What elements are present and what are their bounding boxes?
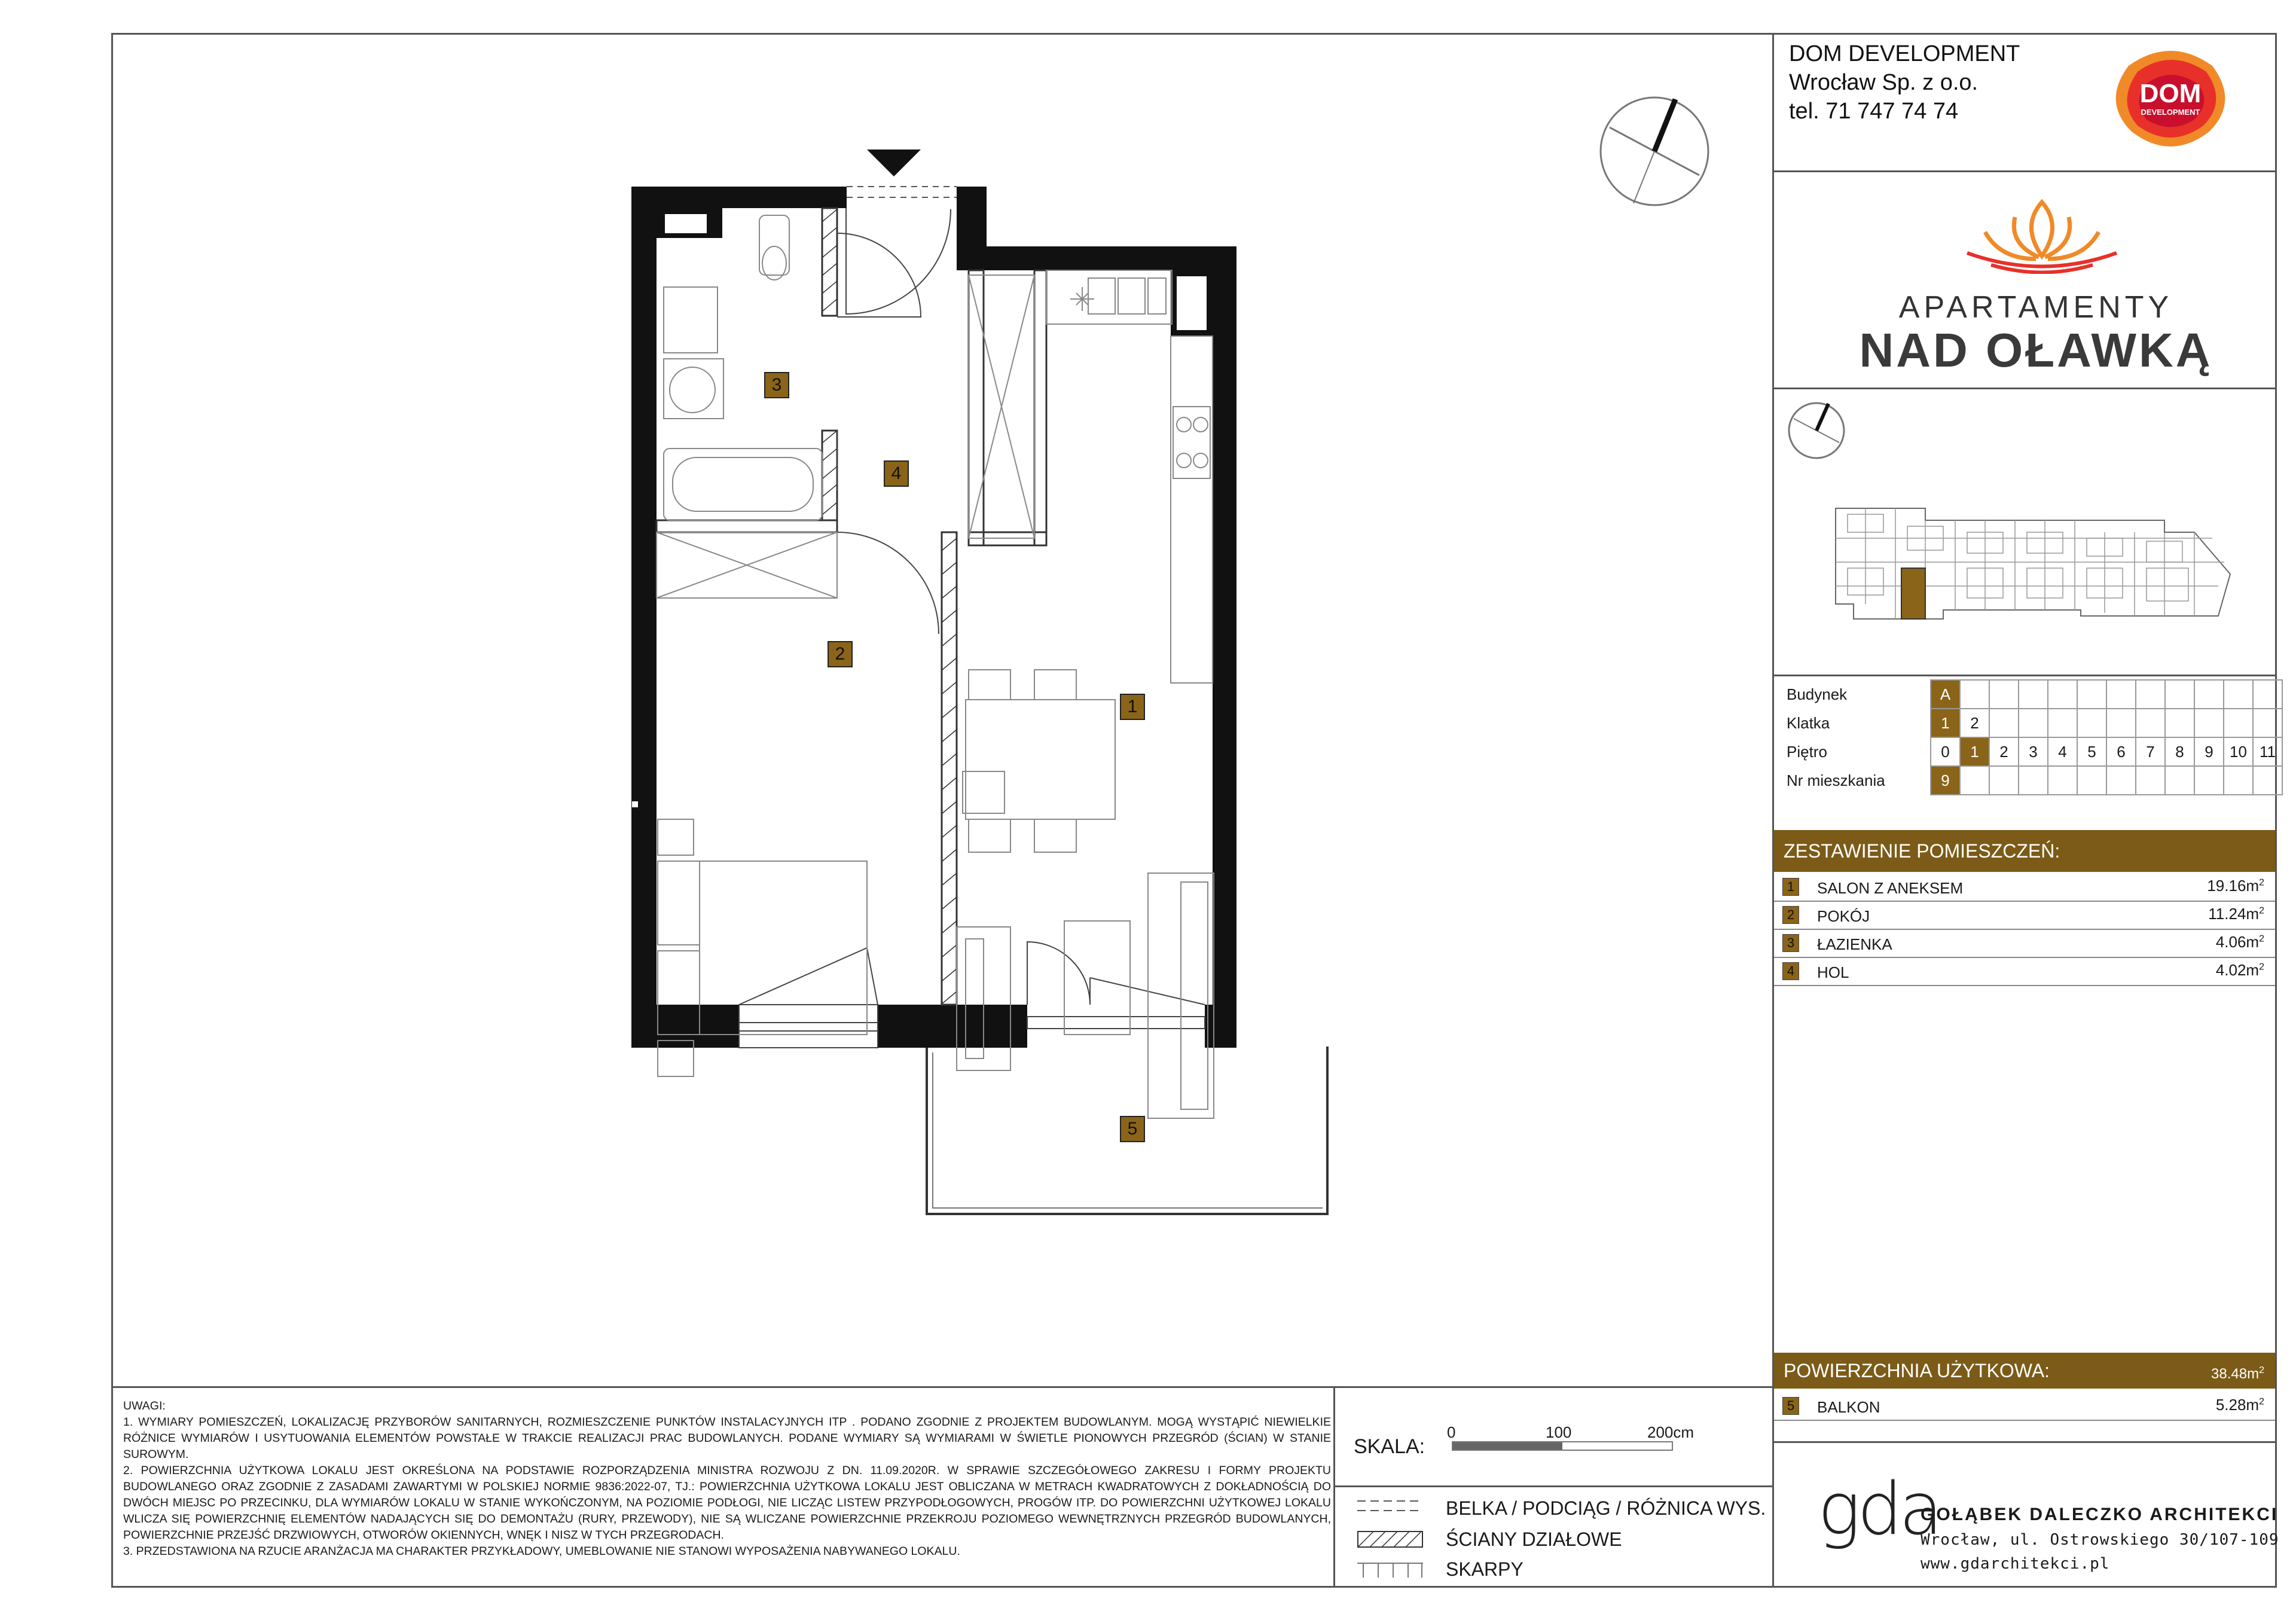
grid-cell bbox=[2106, 680, 2136, 709]
grid-cell: 2 bbox=[1989, 737, 2019, 766]
room-name: ŁAZIENKA bbox=[1817, 935, 1892, 953]
grid-cell: 1 bbox=[1960, 737, 1989, 766]
room-row bbox=[1774, 929, 2275, 958]
room-num: 2 bbox=[1782, 906, 1799, 924]
architect-name: GOŁĄBEK DALECZKO ARCHITEKCI bbox=[1921, 1505, 2279, 1524]
grid-cell bbox=[2224, 709, 2253, 737]
grid-cell bbox=[1960, 680, 1989, 709]
room-row bbox=[1774, 901, 2275, 930]
note-2: 2. POWIERZCHNIA UŻYTKOWA LOKALU JEST OKREŚLONA NA PODSTAWIE ROZPORZĄDZENIA MINISTRA ROZWOJU Z DN. 11.09.2020R. W SPRAWIE SZCZEGÓŁOWEGO ZAKRESU I FORMY PROJEKTU BUDOWLANEGO ORAZ ZGODNIE Z ZASADAMI ZAWARTYMI W POLSKIEJ NORMIE 9836:2022-07, TJ.: POWIERZCHNIA UŻYTKOWA LOKALU JEST OBLICZANA W METRACH KWADRATOWYCH Z DOKŁADNOŚCIĄ DO DWÓCH MIEJSC PO PRZECINKU, DLA WYMIARÓW LOKALU W STANIE WYKOŃCZONYM, NA POZIOMIE PODŁOGI, NIE LICZĄC LISTEW PRZYPODŁOGOWYCH, PROGÓW ITP. DO POWIERZCHNI UŻYTKOWEJ LOKALU WLICZA SIĘ POWIERZCHNIĘ ELEMENTÓW NADAJĄCYCH SIĘ DO DEMONTAŻU (RURY, PRZEWODY), NIE SĄ WLICZANE POWIERZCHNIE PRZEKROJU POZIOMEGO WEWNĘTRZNYCH PRZEGRÓD BUDOWLANYCH, POWIERZCHNIE PRZEJŚĆ DRZWIOWYCH, OTWORÓW OKIENNYCH, WNĘK I NISZ W TYCH PRZEGRODACH. bbox=[123, 1464, 1331, 1542]
lotus-icon bbox=[1943, 190, 2141, 274]
balcony-num: 5 bbox=[1782, 1397, 1799, 1415]
keyplan-north-arrow-icon bbox=[1787, 401, 1846, 460]
grid-cell bbox=[2019, 680, 2048, 709]
plan-tag-room-3: 3 bbox=[764, 372, 789, 398]
room-area: $4.06m^2$ bbox=[2215, 933, 2264, 951]
grid-cell bbox=[2136, 680, 2165, 709]
legend-partition-label: ŚCIANY DZIAŁOWE bbox=[1446, 1529, 1622, 1550]
grid-cell bbox=[1989, 709, 2019, 737]
grid-cell bbox=[2048, 766, 2077, 795]
usable-area-bar bbox=[1774, 1353, 2275, 1389]
usable-area-value: $38.48m^2$ bbox=[2211, 1365, 2264, 1382]
scale-tick-0: 0 bbox=[1447, 1423, 1456, 1441]
plan-tag-room-2: 2 bbox=[828, 641, 853, 667]
grid-cell bbox=[2194, 709, 2224, 737]
dom-development-logo bbox=[2105, 42, 2236, 155]
divider-company bbox=[1772, 170, 2277, 172]
grid-cell: 7 bbox=[2136, 737, 2165, 766]
project-name-line2: NAD OŁAWKĄ bbox=[1859, 324, 2213, 377]
room-row bbox=[1774, 957, 2275, 986]
north-arrow-icon bbox=[1598, 94, 1711, 208]
plan-tag-room-4: 4 bbox=[884, 460, 909, 487]
building-key-plan bbox=[1830, 496, 2236, 634]
note-1: 1. WYMIARY POMIESZCZEŃ, LOKALIZACJĘ PRZYBORÓW SANITARNYCH, ROZMIESZCZENIE PUNKTÓW INSTALACYJNYCH ITP . PODANO ZGODNIE Z PROJEKTEM BUDOWLANYM. MOGĄ WYSTĄPIĆ NIEWIELKIE RÓŻNICE WYMIARÓW I USYTUOWANIA ELEMENTÓW POWSTAŁE W TRAKCIE REALIZACJI PRAC BUDOWLANYCH. PODANE WYMIARY SĄ WYMIARAMI W ŚWIETLE PIONOWYCH PRZEGRÓD (ŚCIAN) W STANIE SUROWYM. bbox=[123, 1415, 1331, 1461]
grid-cell bbox=[2019, 766, 2048, 795]
room-area: $19.16m^2$ bbox=[2207, 877, 2264, 895]
grid-cell bbox=[2077, 680, 2106, 709]
dom-logo-text: DOM bbox=[2139, 79, 2202, 108]
architect-address: Wrocław, ul. Ostrowskiego 30/107-109 bbox=[1921, 1531, 2279, 1549]
grid-row-label: Klatka bbox=[1787, 713, 1830, 732]
rooms-header: ZESTAWIENIE POMIESZCZEŃ: bbox=[1774, 830, 2275, 872]
architect-web: www.gdarchitekci.pl bbox=[1921, 1555, 2110, 1573]
grid-row bbox=[1776, 766, 2282, 795]
balcony-row bbox=[1774, 1392, 2275, 1421]
grid-cell bbox=[2224, 680, 2253, 709]
dom-logo-subtext: DEVELOPMENT bbox=[2141, 108, 2200, 117]
company-phone: tel. 71 747 74 74 bbox=[1789, 99, 1959, 124]
room-num: 1 bbox=[1782, 878, 1799, 896]
legend-beam-symbol bbox=[1357, 1499, 1423, 1513]
grid-cell: 0 bbox=[1931, 737, 1960, 766]
scale-tick-100: 100 bbox=[1546, 1423, 1572, 1441]
grid-cell: 9 bbox=[2194, 737, 2224, 766]
grid-cell bbox=[2019, 709, 2048, 737]
project-name-line1: APARTAMENTY bbox=[1898, 290, 2173, 325]
scale-label: SKALA: bbox=[1354, 1435, 1425, 1458]
room-area: $11.24m^2$ bbox=[2208, 905, 2264, 923]
scale-bar bbox=[1452, 1441, 1673, 1451]
grid-cell bbox=[2194, 680, 2224, 709]
balcony-area: $5.28m^2$ bbox=[2215, 1396, 2264, 1414]
grid-cell bbox=[2048, 709, 2077, 737]
grid-cell: 8 bbox=[2165, 737, 2194, 766]
grid-cell bbox=[1960, 766, 1989, 795]
grid-cell bbox=[2077, 709, 2106, 737]
plan-tag-room-1: 1 bbox=[1120, 694, 1145, 720]
notes-title: UWAGI: bbox=[123, 1399, 166, 1413]
note-3: 3. PRZEDSTAWIONA NA RZUCIE ARANŻACJA MA CHARAKTER PRZYKŁADOWY, UMEBLOWANIE NIE STANOWI WYPOSAŻENIA NABYWANEGO LOKALU. bbox=[123, 1545, 960, 1558]
company-name: DOM DEVELOPMENT bbox=[1789, 41, 2020, 66]
grid-cell: 3 bbox=[2019, 737, 2048, 766]
grid-cell bbox=[2165, 766, 2194, 795]
grid-cell: 6 bbox=[2106, 737, 2136, 766]
notes bbox=[123, 1398, 1331, 1560]
location-grid bbox=[1776, 679, 2283, 795]
grid-cell: 2 bbox=[1960, 709, 1989, 737]
scale-tick-200: 200cm bbox=[1647, 1423, 1694, 1441]
grid-cell: 4 bbox=[2048, 737, 2077, 766]
grid-cell bbox=[2136, 709, 2165, 737]
grid-cell bbox=[2048, 680, 2077, 709]
grid-cell bbox=[2253, 766, 2282, 795]
grid-cell bbox=[2253, 709, 2282, 737]
divider-architect bbox=[1772, 1441, 2277, 1443]
plan-tag-room-5: 5 bbox=[1120, 1116, 1145, 1142]
grid-cell bbox=[1989, 766, 2019, 795]
room-name: SALON Z ANEKSEM bbox=[1817, 879, 1964, 897]
room-area: $4.02m^2$ bbox=[2215, 961, 2264, 979]
grid-cell bbox=[1989, 680, 2019, 709]
grid-cell bbox=[2077, 766, 2106, 795]
floor-plan bbox=[622, 144, 1339, 1226]
legend-partition-symbol bbox=[1357, 1531, 1423, 1548]
grid-cell: 1 bbox=[1931, 709, 1960, 737]
grid-cell bbox=[2165, 680, 2194, 709]
grid-row-label: Budynek bbox=[1787, 685, 1848, 703]
room-name: HOL bbox=[1817, 963, 1849, 981]
legend-slope-symbol bbox=[1357, 1562, 1423, 1578]
divider-brand bbox=[1772, 388, 2277, 389]
gda-logo: gda bbox=[1818, 1468, 1940, 1551]
grid-cell bbox=[2194, 766, 2224, 795]
company-branch: Wrocław Sp. z o.o. bbox=[1789, 70, 1979, 95]
room-num: 4 bbox=[1782, 962, 1799, 980]
grid-cell: A bbox=[1931, 680, 1960, 709]
room-name: POKÓJ bbox=[1817, 907, 1870, 925]
divider-scale-legend bbox=[1333, 1485, 1773, 1487]
divider-notes bbox=[111, 1386, 1773, 1388]
divider-keyplan bbox=[1772, 675, 2277, 676]
grid-cell: 10 bbox=[2224, 737, 2253, 766]
grid-cell bbox=[2253, 680, 2282, 709]
legend-slope-label: SKARPY bbox=[1446, 1558, 1523, 1580]
grid-row-label: Nr mieszkania bbox=[1787, 771, 1885, 789]
legend-beam-label: BELKA / PODCIĄG / RÓŻNICA WYS. bbox=[1446, 1497, 1766, 1519]
grid-row bbox=[1776, 737, 2282, 766]
grid-cell bbox=[2106, 766, 2136, 795]
grid-row bbox=[1776, 709, 2282, 737]
balcony-name: BALKON bbox=[1817, 1398, 1880, 1416]
grid-cell bbox=[2224, 766, 2253, 795]
grid-cell bbox=[2136, 766, 2165, 795]
grid-row bbox=[1776, 680, 2282, 709]
grid-cell bbox=[2106, 709, 2136, 737]
room-num: 3 bbox=[1782, 934, 1799, 952]
room-row bbox=[1774, 873, 2275, 902]
usable-area-label: POWIERZCHNIA UŻYTKOWA: bbox=[1784, 1360, 2050, 1381]
grid-cell: 11 bbox=[2253, 737, 2282, 766]
grid-cell bbox=[2165, 709, 2194, 737]
grid-cell: 5 bbox=[2077, 737, 2106, 766]
grid-cell: 9 bbox=[1931, 766, 1960, 795]
grid-row-label: Piętro bbox=[1787, 742, 1827, 761]
